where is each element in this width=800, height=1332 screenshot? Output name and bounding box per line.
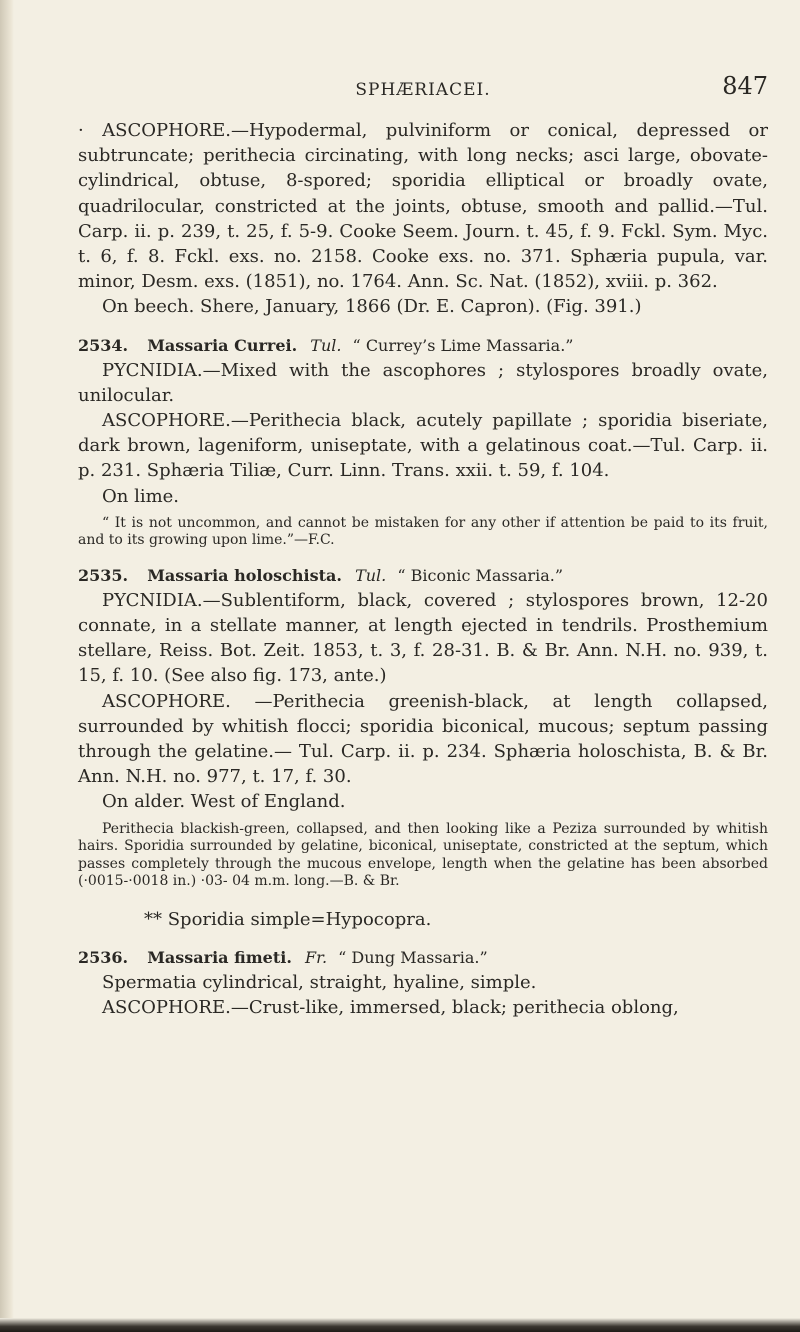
common-name: “ Currey’s Lime Massaria.” (352, 335, 574, 355)
ascophore-description: ASCOPHORE.—Crust-like, immersed, black; perithecia oblong, (102, 996, 679, 1018)
spermatia-description: Spermatia cylindrical, straight, hyaline, simple. (102, 971, 537, 993)
binding-gutter (0, 0, 14, 1332)
habitat-alder: On alder. West of England. (102, 791, 346, 813)
habitat-lime: On lime. (102, 485, 180, 507)
entry-2534-heading (78, 334, 768, 358)
entry-2536-heading (78, 946, 768, 970)
common-name: “ Biconic Massaria.” (397, 565, 563, 585)
ascophore-description: · ASCOPHORE.—Hypodermal, pulviniform or conical, depressed or subtruncate; perithecia circinating, with long necks; asci large, obovate-cylindrical, obtuse, 8-spored; sporidia elliptical or broadly ovate, quadrilocular, constricted at the joints, obtuse, smooth and pallid.—Tul. Carp. ii. p. 239, t. 25, f. 5-9. Cooke Seem. Journ. t. 45, f. 9. Fckl. Sym. Myc. t. 6, f. 8. Fckl. exs. no. 2158. Cooke exs. no. 371. Sphæria pupula, var. minor, Desm. exs. (1851), no. 1764. Ann. Sc. Nat. (1852), xviii. p. 362. (78, 120, 768, 293)
quoted-note: “ It is not uncommon, and cannot be mistaken for any other if attention be paid to its fruit, and to its growing upon lime.”—F.C. (78, 514, 768, 549)
page-header (78, 72, 768, 118)
species-authority: Tul. (355, 565, 387, 585)
pycnidia-description: PYCNIDIA.—Mixed with the ascophores ; stylospores broadly ovate, unilocular. (78, 359, 768, 406)
entry-2535-heading (78, 564, 768, 588)
entry-number: 2534. (78, 335, 129, 355)
species-authority: Tul. (310, 335, 342, 355)
entry-number: 2535. (78, 565, 129, 585)
descriptive-note: Perithecia blackish-green, collapsed, and then looking like a Peziza surrounded by whitish hairs. Sporidia surrounded by gelatine, biconical, uniseptate, constricted at the septum, which passes completely through the mucous envelope, length when the gelatine has been absorbed (·0015-·0018 in.) ·03- 04 m.m. long.—B. & Br. (78, 820, 768, 890)
species-authority: Fr. (304, 947, 328, 967)
section-heading-simple-sporidia: ** Sporidia simple=Hypocopra. (144, 908, 432, 930)
ascophore-description: ASCOPHORE. —Perithecia greenish-black, at length collapsed, surrounded by whitish flocci; sporidia biconical, mucous; septum passing through the gelatine.— Tul. Carp. ii. p. 234. Sphæria holoschista, B. & Br. Ann. N.H. no. 977, t. 17, f. 30. (78, 690, 768, 788)
book-page (78, 72, 768, 1020)
page-bottom-edge (0, 1318, 800, 1332)
species-name: Massaria holoschista. (147, 565, 342, 585)
common-name: “ Dung Massaria.” (338, 947, 488, 967)
pycnidia-description: PYCNIDIA.—Sublentiform, black, covered ; stylospores brown, 12-20 connate, in a stellate manner, at length ejected in tendrils. Prosthemium stellare, Reiss. Bot. Zeit. 1853, t. 3, f. 28-31. B. & Br. Ann. N.H. no. 939, t. 15, f. 10. (See also fig. 173, ante.) (78, 589, 768, 687)
page-number: 847 (722, 72, 768, 100)
running-head: SPHÆRIACEI. (355, 80, 491, 100)
habitat-beech: On beech. Shere, January, 1866 (Dr. E. Capron). (Fig. 391.) (102, 296, 642, 318)
entry-number: 2536. (78, 947, 129, 967)
species-name: Massaria fimeti. (147, 947, 292, 967)
species-name: Massaria Currei. (147, 335, 298, 355)
ascophore-description: ASCOPHORE.—Perithecia black, acutely papillate ; sporidia biseriate, dark brown, lageniform, uniseptate, with a gelatinous coat.—Tul. Carp. ii. p. 231. Sphæria Tiliæ, Curr. Linn. Trans. xxii. t. 59, f. 104. (78, 410, 768, 482)
